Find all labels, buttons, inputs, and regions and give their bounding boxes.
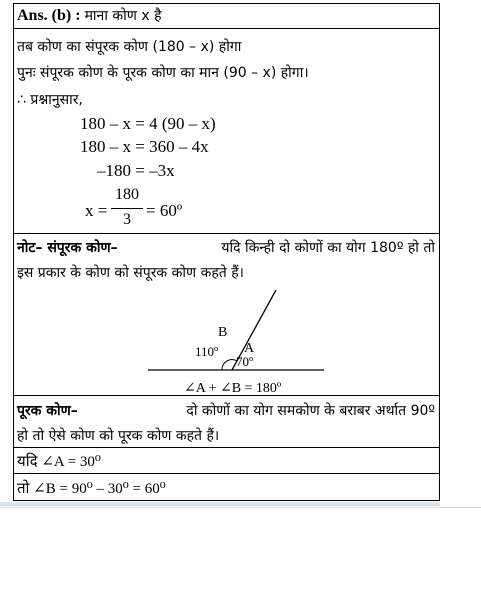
example-line-1: यदि ∠A = 30⁰	[17, 454, 101, 470]
example-line-2: तो ∠B = 90⁰ – 30⁰ = 60⁰	[17, 481, 166, 497]
statement-line-1: तब कोण का संपूरक कोण (180 – x) होगा	[17, 39, 242, 55]
complementary-text: दो कोणों का योग समकोण के बराबर अर्थात 90º	[186, 403, 435, 419]
complementary-line-2: हो तो ऐसे कोण को पूरक कोण कहते हैं।	[17, 428, 220, 444]
solution-box	[13, 3, 440, 501]
equation-1: 180 – x = 4 (90 – x)	[80, 114, 216, 133]
angle-figure	[14, 282, 439, 400]
note-line-2: इस प्रकार के कोण को संपूरक कोण कहते हैं।	[17, 265, 244, 281]
divider	[14, 28, 439, 29]
divider	[14, 395, 439, 396]
answer-text: माना कोण x है	[84, 8, 162, 24]
answer-line	[17, 6, 162, 25]
complementary-label: पूरक कोण–	[17, 403, 78, 419]
page-rule	[0, 507, 481, 508]
equation-x-rhs: = 60º	[146, 201, 183, 220]
answer-label: Ans. (b) :	[17, 7, 81, 24]
fraction-bar	[111, 208, 143, 209]
note-label: नोट– संपूरक कोण–	[17, 240, 118, 256]
fraction-numerator: 180	[115, 186, 139, 203]
label-a: A	[244, 341, 255, 356]
equation-x-lhs: x =	[85, 201, 108, 220]
equation-3: –180 = –3x	[97, 161, 175, 180]
angle-a-value: 70º	[236, 354, 254, 369]
statement-line-3: ∴ प्रश्नानुसार,	[17, 92, 83, 108]
note-text: यदि किन्ही दो कोणों का योग 180º हो तो	[221, 240, 435, 256]
complementary-line-1	[17, 401, 435, 420]
divider	[14, 447, 439, 448]
divider	[14, 473, 439, 474]
angle-b-value: 110º	[195, 344, 219, 359]
figure-caption: ∠A + ∠B = 180º	[184, 381, 282, 396]
note-line-1	[17, 238, 435, 257]
fraction-denominator: 3	[123, 211, 131, 228]
label-b: B	[218, 325, 228, 340]
statement-line-2: पुनः संपूरक कोण के पूरक कोण का मान (90 – x) होगा।	[17, 65, 309, 81]
divider	[14, 233, 439, 234]
equation-2: 180 – x = 360 – 4x	[80, 137, 209, 156]
page-separator	[0, 502, 440, 506]
